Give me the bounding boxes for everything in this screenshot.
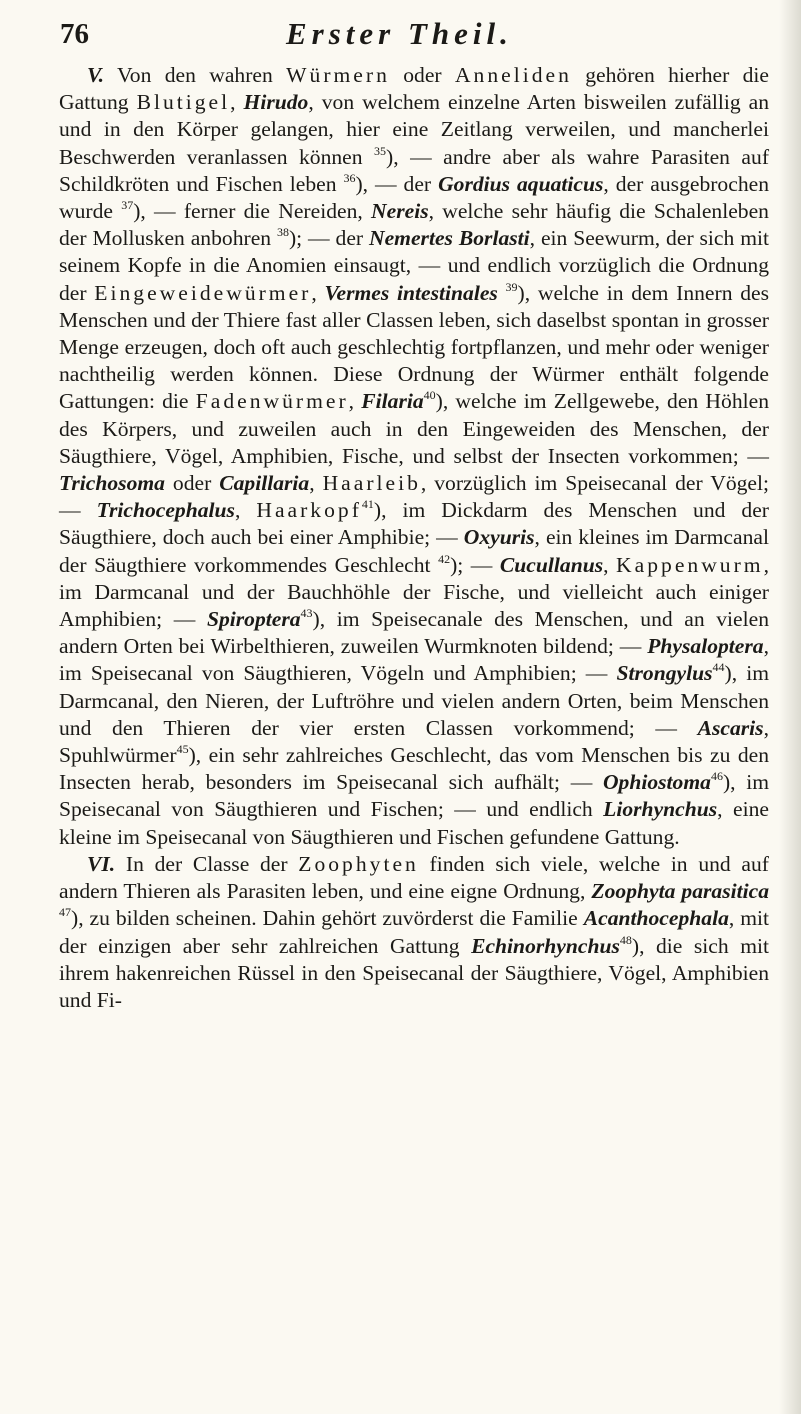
spaced-term: Fadenwürmer (195, 389, 349, 414)
footnote-ref: 45 (176, 742, 189, 757)
spaced-term: Eingeweidewürmer (94, 280, 312, 305)
page-edge-shadow (779, 0, 801, 1414)
text-run: , (603, 552, 617, 577)
text-run: , welche sehr häufig die Schalenleben der Mollusken anbohren (59, 199, 769, 251)
latin-genus: Physaloptera (647, 634, 764, 659)
footnote-ref: 39 (505, 279, 518, 294)
latin-genus: Ophiostoma (602, 770, 711, 795)
section-numeral: V. (87, 63, 105, 87)
text-run: ), im Speisecanal von Säugthieren und Fischen; — und endlich (59, 770, 769, 822)
text-run: oder (389, 63, 455, 87)
text-run: ), welche im Zellgewebe, den Höhlen des Körpers, und zuweilen auch in den Eingeweiden des Menschen, der Säugthiere, Vögel, Amphibien, Fische, und selbst der Insecten vorkommen; — (59, 389, 769, 468)
latin-genus: Capillaria (219, 471, 310, 496)
footnote-ref: 47 (59, 905, 71, 920)
latin-genus: Trichosoma (59, 471, 165, 496)
text-run: , eine kleine im Speisecanal von Säugthieren und Fischen gefundene Gattung. (59, 797, 769, 849)
text-run: , (763, 715, 769, 740)
text-run: ); — (450, 552, 500, 577)
latin-genus: Filaria (361, 389, 424, 414)
text-run: , (348, 389, 362, 414)
latin-genus: Cucullanus (499, 552, 604, 577)
latin-genus: Echinorhynchus (471, 933, 620, 958)
text-run: ), im Speisecanale des Menschen, und an vielen andern Orten bei Wirbelthieren, zuweilen Wurmknoten bildend; — (59, 607, 769, 659)
latin-genus: Vermes intestinales (324, 280, 498, 305)
text-run: , (311, 280, 325, 305)
spaced-term: Kappenwurm (616, 552, 764, 577)
spaced-term: Zoophyten (298, 851, 419, 876)
footnote-ref: 42 (438, 551, 451, 566)
latin-genus: Oxyuris (463, 525, 535, 550)
spaced-term: Haarkopf (256, 498, 362, 523)
paragraph-vi (59, 851, 769, 1014)
footnote-ref: 38 (276, 225, 289, 240)
text-run: , mit der einzigen aber sehr zahlreichen Gattung (59, 906, 769, 958)
paragraph-v (59, 62, 769, 851)
text-run: , (309, 471, 323, 496)
page-number: 76 (60, 18, 89, 50)
text-run: Von den wahren (104, 63, 287, 87)
text-run: , (230, 90, 244, 115)
text-run: , ein Seewurm, der sich mit seinem Kopfe in die Anomien einsaugt, — und endlich vorzüglich die Ordnung der (59, 226, 769, 305)
text-run: , im Speisecanal von Säugthieren, Vögeln und Amphibien; — (59, 634, 769, 686)
text-run: , ein kleines im Darmcanal der Säugthiere vorkommendes Geschlecht (59, 525, 769, 577)
text-run: ), welche in dem Innern des Menschen und der Thiere fast aller Classen leben, sich daselbst spontan in grosser Menge erzeugen, doch oft auch geschlechtig fortpflanzen, und mehr oder weniger nachtheilig werden können. Diese Ordnung der Würmer enthält folgende Gattungen: die (59, 280, 770, 414)
footnote-ref: 36 (343, 170, 356, 185)
spaced-term: Blutigel (136, 90, 231, 115)
text-run: ), die sich mit ihrem hakenreichen Rüssel in den Speisecanal der Säugthiere, Vögel, Amphibien und Fi- (59, 933, 770, 1012)
text-run: In der Classe der (115, 851, 299, 876)
text-run: ), im Dickdarm des Menschen und der Säugthiere, doch auch bei einer Amphibie; — (59, 498, 769, 550)
text-run: ), im Darmcanal, den Nieren, der Luftröhre und vielen andern Orten, beim Menschen und den Thieren der vier ersten Classen vorkommend; — (59, 661, 769, 740)
latin-genus: Strongylus (616, 661, 713, 686)
latin-genus: Liorhynchus (603, 797, 718, 822)
text-run: , (234, 498, 257, 523)
footnote-ref: 44 (712, 660, 725, 675)
latin-genus: Nemertes Borlasti (369, 226, 530, 251)
text-run: ); — der (288, 226, 369, 251)
text-run: ), — andre aber als wahre Parasiten auf Schildkröten und Fischen leben (59, 144, 770, 196)
spaced-term: Anneliden (454, 63, 572, 87)
latin-genus: Trichocephalus (96, 498, 235, 523)
footnote-ref: 40 (423, 388, 436, 403)
text-run: ), — ferner die Nereiden, (133, 199, 372, 224)
latin-genus: Spiroptera (206, 607, 301, 632)
text-run (498, 281, 506, 305)
latin-genus: Nereis (371, 199, 429, 224)
spaced-term: Würmern (286, 63, 390, 87)
text-run: , der ausgebrochen wurde (59, 171, 769, 224)
latin-genus: Acanthocephala (583, 906, 729, 931)
footnote-ref: 48 (619, 932, 632, 947)
text-run: oder (164, 471, 220, 496)
body-text (59, 62, 769, 1014)
page-header (60, 16, 760, 56)
text-run: ), zu bilden scheinen. Dahin gehört zuvörderst die Familie (71, 906, 584, 931)
footnote-ref: 46 (710, 769, 723, 784)
spaced-term: Haarleib (322, 471, 421, 496)
text-run: , im Darmcanal und der Bauchhöhle der Fische, und vielleicht auch einiger Amphibien; — (59, 552, 769, 632)
running-title: Erster Theil. (286, 16, 513, 51)
footnote-ref: 43 (300, 606, 313, 621)
text-run: Spuhlwürmer (59, 743, 177, 768)
text-run: gehören hierher die Gattung (59, 63, 769, 115)
latin-genus: Ascaris (697, 715, 764, 740)
section-numeral: VI. (87, 851, 116, 876)
latin-genus: Hirudo (243, 90, 309, 115)
latin-genus: Zoophyta parasitica (591, 879, 769, 904)
footnote-ref: 41 (361, 497, 374, 512)
text-run: ), ein sehr zahlreiches Geschlecht, das vom Menschen bis zu den Insecten herab, besonders im Speisecanal sich aufhält; — (59, 743, 769, 795)
text-run: , von welchem einzelne Arten bisweilen zufällig an und in den Körper gelangen, hier eine Zeitlang verweilen, und mancherlei Beschwerden veranlassen können (59, 90, 770, 169)
latin-genus: Gordius aquaticus (438, 171, 604, 196)
text-run: , vorzüglich im Speisecanal der Vögel; — (59, 471, 770, 523)
text-run: finden sich viele, welche in und auf andern Thieren als Parasiten leben, und eine eigne Ordnung, (59, 851, 769, 904)
footnote-ref: 37 (121, 198, 134, 213)
footnote-ref: 35 (374, 143, 387, 158)
text-run: ), — der (355, 171, 439, 196)
